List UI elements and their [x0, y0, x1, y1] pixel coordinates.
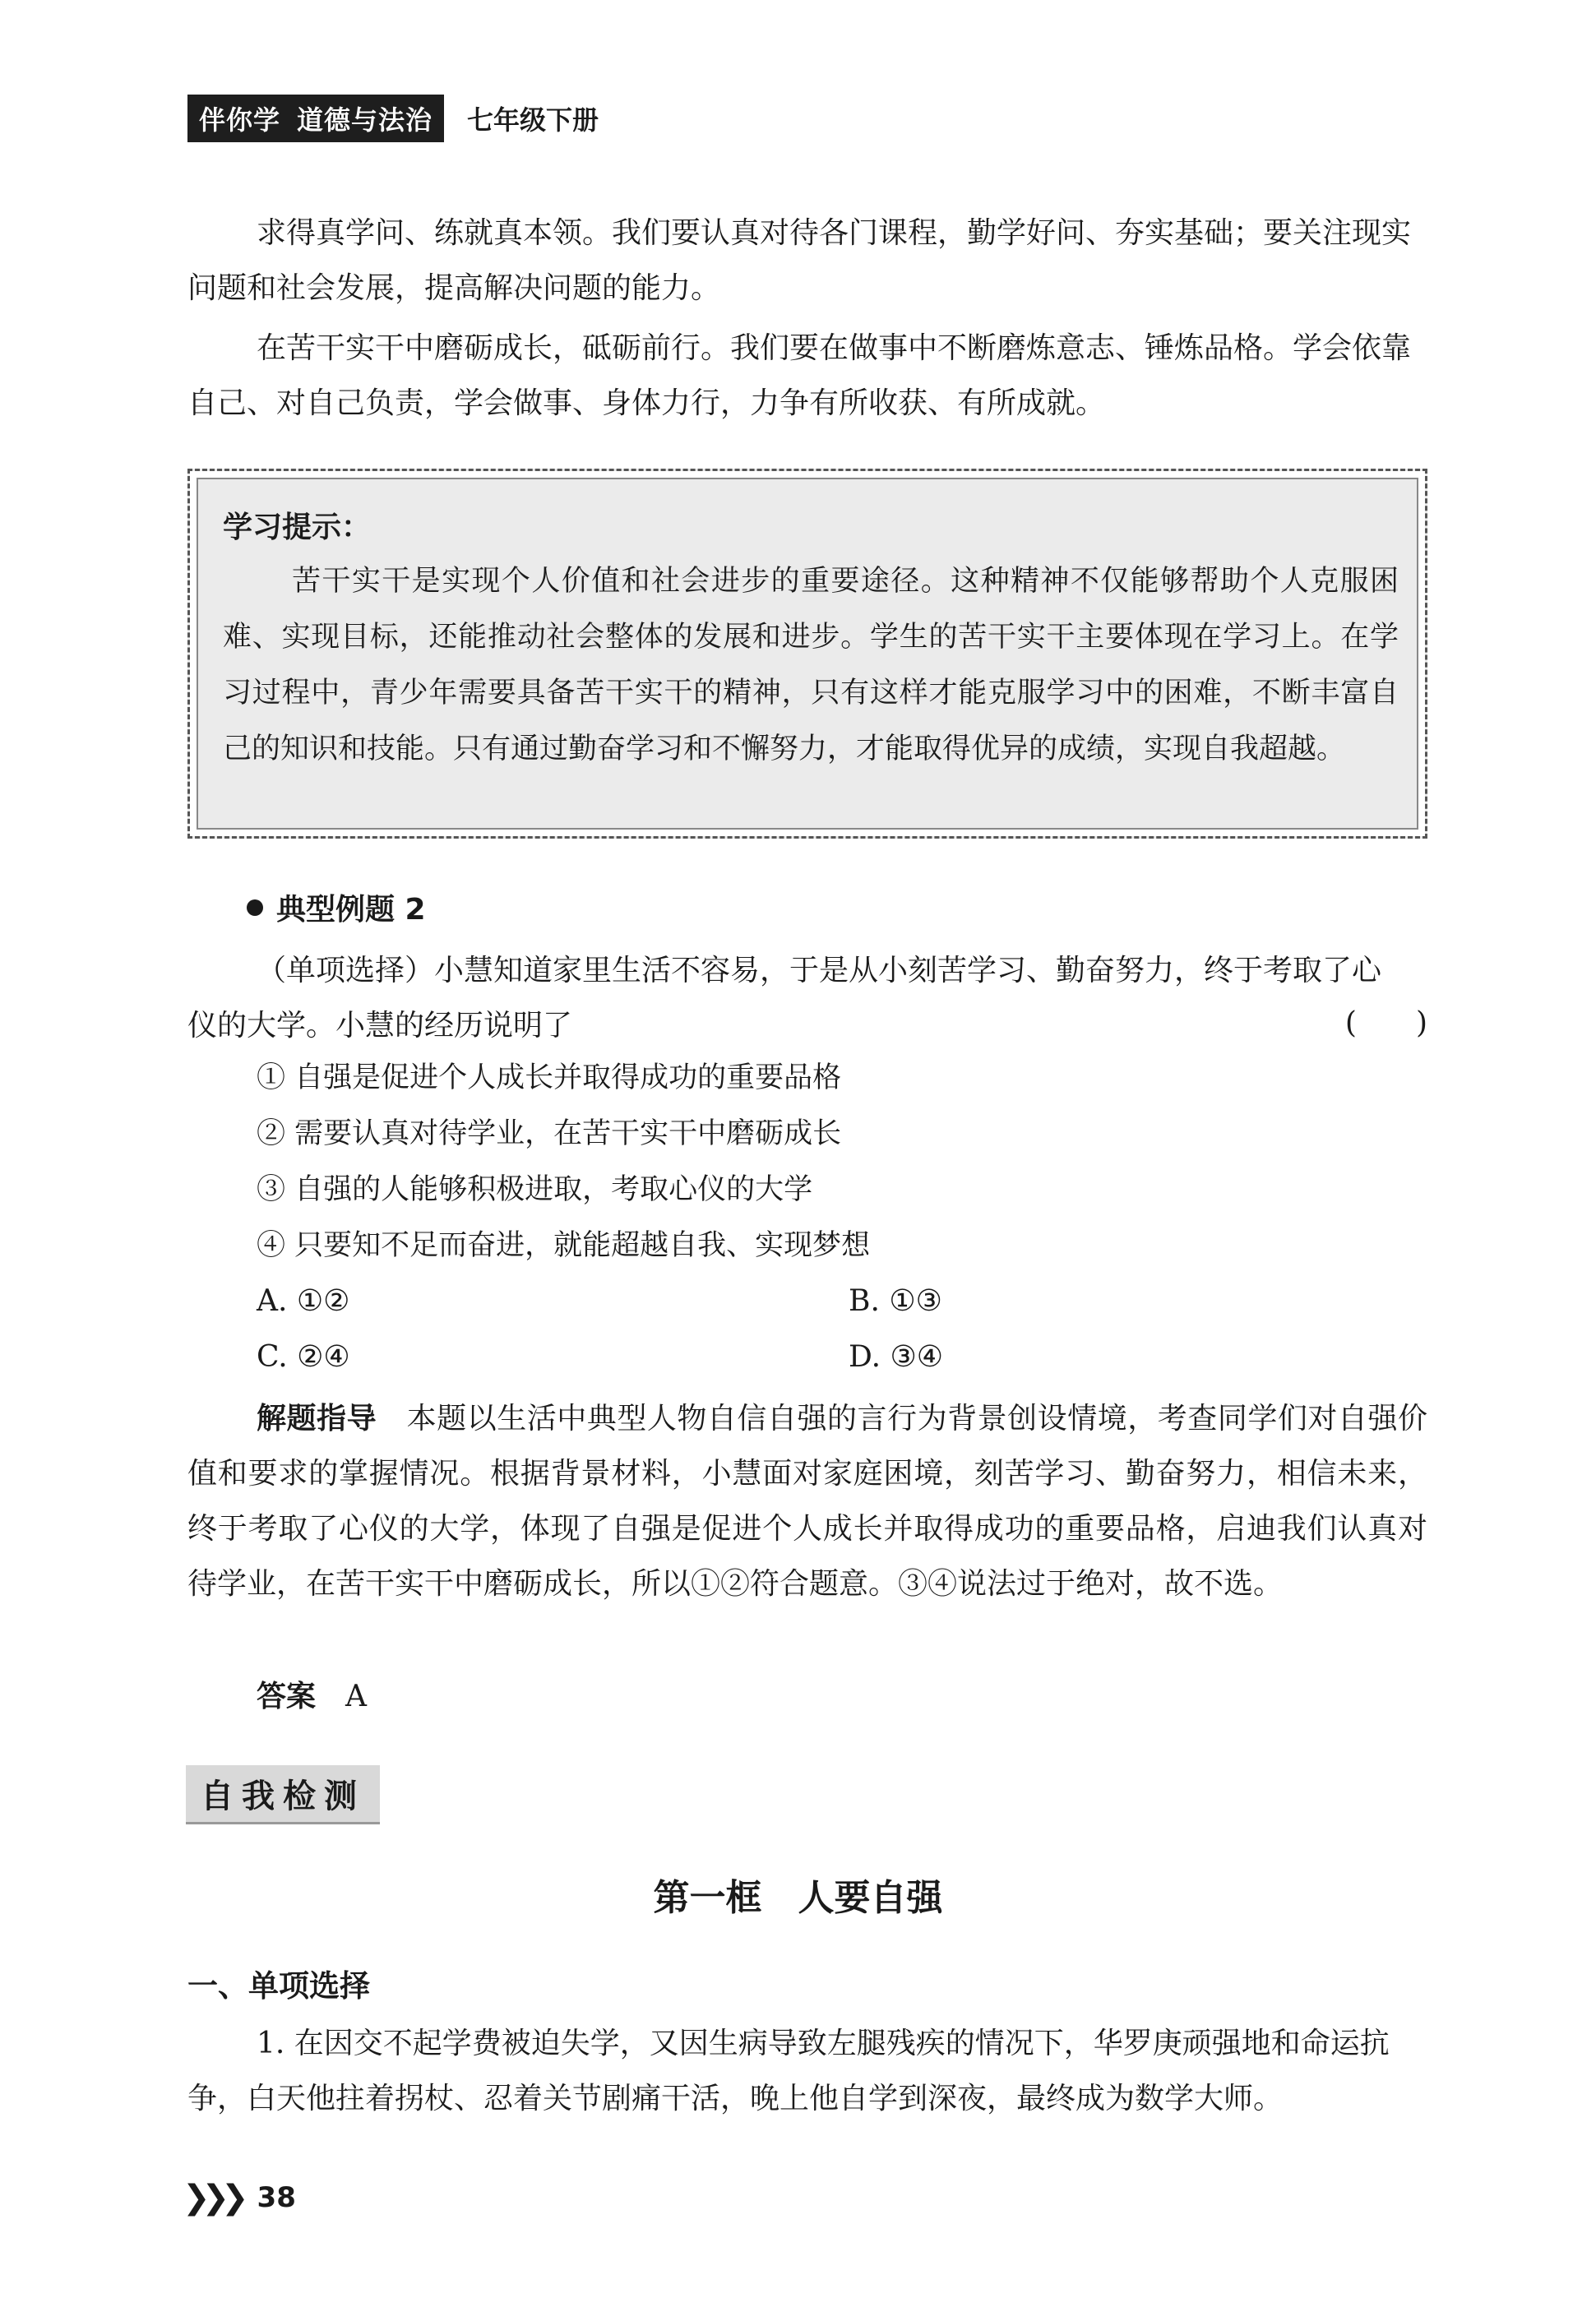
- sub-heading: 一、单项选择: [187, 1968, 370, 2004]
- self-check-banner: 自我检测: [186, 1765, 380, 1824]
- grade-label: 七年级下册: [467, 104, 599, 136]
- guide-text: 本题以生活中典型人物自信自强的言行为背景创设情境，考查同学们对自强价值和要求的掌握情况。根据背景材料，小慧面对家庭困境，刻苦学习、勤奋努力，相信未来，终于考取了心仪的大学，体现了自强是促进个人成长并取得成功的重要品格，启迪我们认真对待学业，在苦干实干中磨砺成长，所以①②符合题意。③④说法过于绝对，故不选。: [187, 1402, 1427, 1601]
- page-footer: [183, 2179, 296, 2217]
- example-heading: [247, 886, 426, 928]
- tip-text: 苦干实干是实现个人价值和社会进步的重要途径。这种精神不仅能够帮助个人克服困难、实现目标，还能推动社会整体的发展和进步。学生的苦干实干主要体现在学习上。在学习过程中，青少年需要具备苦干实干的精神，只有这样才能克服学习中的困难，不断丰富自己的知识和技能。只有通过勤奋学习和不懈努力，才能取得优异的成绩，实现自我超越。: [223, 565, 1399, 765]
- answer-value: A: [345, 1680, 368, 1713]
- intro-paragraph-1: 求得真学问、练就真本领。我们要认真对待各门课程，勤学好问、夯实基础；要关注现实问题和社会发展，提高解决问题的能力。: [187, 216, 1412, 305]
- choice-c: C. ②④: [257, 1340, 350, 1374]
- chevrons-icon: ❯❯❯: [183, 2179, 241, 2217]
- solution-guide: [187, 1391, 1427, 1611]
- example-question: （单项选择）小慧知道家里生活不容易，于是从小刻苦学习、勤奋努力，终于考取了心仪的大学。小慧的经历说明了: [187, 954, 1382, 1043]
- subject-name: 道德与法治: [297, 104, 433, 136]
- statement-2: ② 需要认真对待学业，在苦干实干中磨砺成长: [257, 1117, 842, 1150]
- study-tip-box: [187, 469, 1427, 839]
- answer-blank: ( ): [1344, 1006, 1427, 1040]
- header-badge: [187, 95, 444, 142]
- question-1: 1. 在因交不起学费被迫失学，又因生病导致左腿残疾的情况下，华罗庚顽强地和命运抗争，白天他拄着拐杖、忍着关节剧痛干活，晚上他自学到深夜，最终成为数学大师。: [187, 2027, 1390, 2115]
- example-heading-text: 典型例题 2: [276, 893, 426, 927]
- guide-label: 解题指导: [257, 1402, 377, 1436]
- statement-4: ④ 只要知不足而奋进，就能超越自我、实现梦想: [257, 1229, 871, 1262]
- page-header: [187, 97, 599, 140]
- intro-paragraph-2: 在苦干实干中磨砺成长，砥砺前行。我们要在做事中不断磨炼意志、锤炼品格。学会依靠自己、对自己负责，学会做事、身体力行，力争有所收获、有所成就。: [187, 331, 1412, 420]
- choice-a: A. ①②: [257, 1284, 350, 1318]
- bullet-icon: [247, 899, 263, 916]
- choice-d: D. ③④: [849, 1340, 944, 1374]
- page-number: 38: [257, 2181, 296, 2214]
- statement-3: ③ 自强的人能够积极进取，考取心仪的大学: [257, 1173, 813, 1206]
- choice-b: B. ①③: [849, 1284, 942, 1318]
- series-name: 伴你学: [199, 104, 281, 136]
- tip-title: 学习提示：: [223, 511, 372, 544]
- statement-1: ① 自强是促进个人成长并取得成功的重要品格: [257, 1061, 842, 1094]
- section-title: 第一框 人要自强: [653, 1877, 943, 1919]
- answer-line: [187, 1669, 1427, 1724]
- answer-label: 答案: [257, 1680, 317, 1713]
